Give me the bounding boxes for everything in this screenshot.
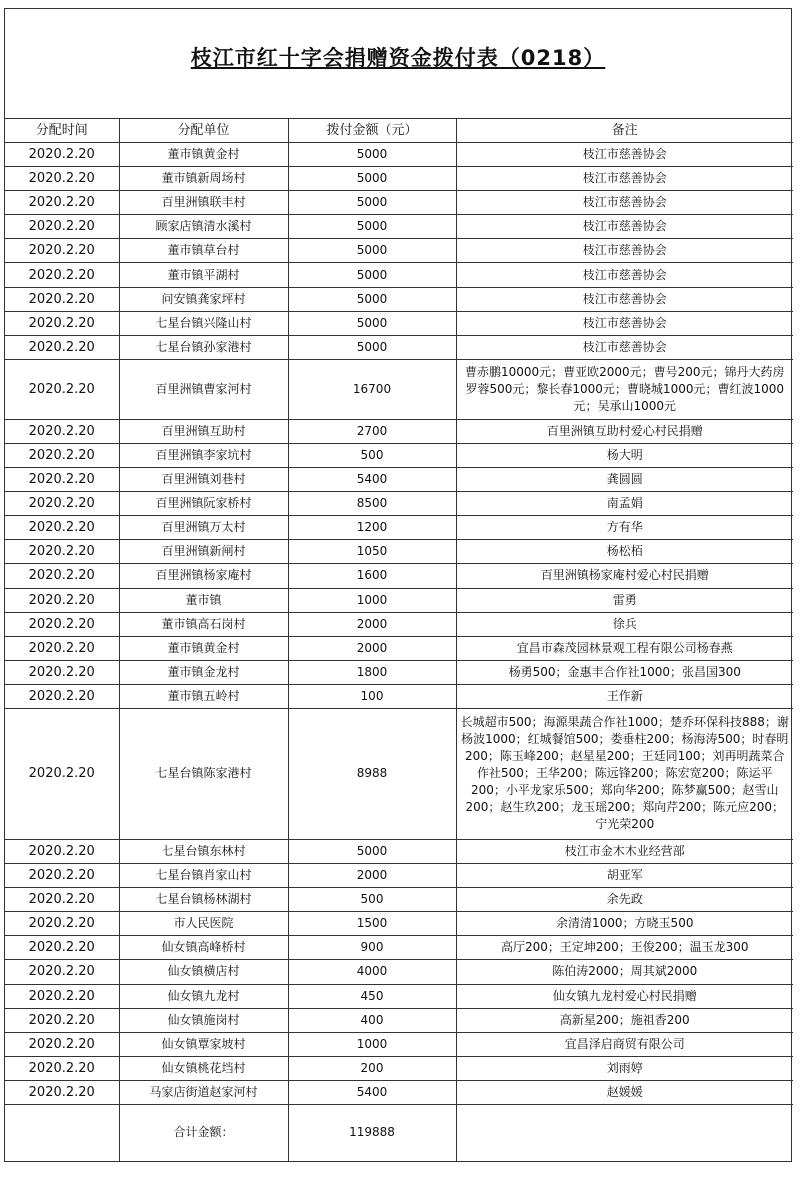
cell-amount: 400 (288, 1008, 456, 1032)
cell-date: 2020.2.20 (5, 912, 119, 936)
cell-note: 余清清1000；方晓玉500 (456, 912, 793, 936)
cell-date: 2020.2.20 (5, 492, 119, 516)
cell-amount: 100 (288, 684, 456, 708)
cell-amount: 5400 (288, 1080, 456, 1104)
table-row (5, 612, 793, 636)
title-area (5, 9, 791, 119)
cell-date: 2020.2.20 (5, 684, 119, 708)
table-row (5, 540, 793, 564)
cell-unit: 百里洲镇李家坑村 (119, 443, 288, 467)
cell-amount: 2700 (288, 419, 456, 443)
cell-unit: 百里洲镇互助村 (119, 419, 288, 443)
cell-date: 2020.2.20 (5, 1056, 119, 1080)
cell-note: 高厅200；王定坤200；王俊200；温玉龙300 (456, 936, 793, 960)
cell-note: 余先政 (456, 888, 793, 912)
cell-unit: 马家店街道赵家河村 (119, 1080, 288, 1104)
total-label: 合计金额： (119, 1105, 288, 1161)
cell-unit: 董市镇金龙村 (119, 660, 288, 684)
cell-unit: 七星台镇兴隆山村 (119, 311, 288, 335)
table-row (5, 1080, 793, 1104)
cell-unit: 仙女镇横店村 (119, 960, 288, 984)
cell-note: 枝江市金木木业经营部 (456, 839, 793, 863)
cell-unit: 市人民医院 (119, 912, 288, 936)
cell-amount: 5000 (288, 167, 456, 191)
cell-date: 2020.2.20 (5, 263, 119, 287)
cell-amount: 1600 (288, 564, 456, 588)
cell-date: 2020.2.20 (5, 1080, 119, 1104)
page-title: 枝江市红十字会捐赠资金拨付表（0218） (190, 45, 606, 70)
table-row (5, 636, 793, 660)
cell-date: 2020.2.20 (5, 960, 119, 984)
table-body (5, 143, 793, 1161)
total-amount: 119888 (288, 1105, 456, 1161)
cell-amount: 900 (288, 936, 456, 960)
cell-unit: 问安镇龚家坪村 (119, 287, 288, 311)
cell-amount: 5000 (288, 143, 456, 167)
cell-amount: 5000 (288, 287, 456, 311)
cell-date: 2020.2.20 (5, 335, 119, 359)
cell-amount: 1000 (288, 1032, 456, 1056)
cell-unit: 百里洲镇阮家桥村 (119, 492, 288, 516)
cell-date: 2020.2.20 (5, 984, 119, 1008)
cell-note: 枝江市慈善协会 (456, 287, 793, 311)
cell-amount: 500 (288, 888, 456, 912)
cell-unit: 仙女镇九龙村 (119, 984, 288, 1008)
table-row (5, 588, 793, 612)
cell-amount: 1050 (288, 540, 456, 564)
header-note: 备注 (456, 119, 793, 143)
cell-date: 2020.2.20 (5, 443, 119, 467)
cell-amount: 200 (288, 1056, 456, 1080)
cell-date: 2020.2.20 (5, 359, 119, 419)
cell-date: 2020.2.20 (5, 468, 119, 492)
cell-note: 枝江市慈善协会 (456, 311, 793, 335)
cell-amount: 5000 (288, 239, 456, 263)
table-row (5, 864, 793, 888)
cell-note: 南孟娟 (456, 492, 793, 516)
cell-amount: 2000 (288, 864, 456, 888)
table-row (5, 311, 793, 335)
cell-date: 2020.2.20 (5, 839, 119, 863)
cell-unit: 仙女镇桃花垱村 (119, 1056, 288, 1080)
cell-note: 仙女镇九龙村爱心村民捐赠 (456, 984, 793, 1008)
table-row (5, 215, 793, 239)
cell-note: 宜昌市森茂园林景观工程有限公司杨春燕 (456, 636, 793, 660)
table-row (5, 1032, 793, 1056)
cell-note: 枝江市慈善协会 (456, 167, 793, 191)
cell-date: 2020.2.20 (5, 588, 119, 612)
cell-note: 龚圆圆 (456, 468, 793, 492)
cell-note: 赵媛媛 (456, 1080, 793, 1104)
cell-note: 胡亚军 (456, 864, 793, 888)
total-row (5, 1105, 793, 1161)
cell-amount: 2000 (288, 612, 456, 636)
header-unit: 分配单位 (119, 119, 288, 143)
cell-unit: 七星台镇陈家港村 (119, 708, 288, 839)
cell-note: 长城超市500；海源果蔬合作社1000；楚乔环保科技888；谢杨波1000；红城餐馆500；娄垂柱200；杨海涛500；时春明200；陈玉峰200；赵星星200；王廷同100；刘再明蔬菜合作社500；王华200；陈远锋200；陈宏宽200；陈运平200；小平龙家乐500；郑向华200；陈梦赢500；赵雪山200；赵生玖200；龙玉瑶200；郑向芹200；陈元应200；宁光荣200 (456, 708, 793, 839)
cell-note: 杨勇500；金惠丰合作社1000；张昌国300 (456, 660, 793, 684)
table-row (5, 888, 793, 912)
cell-amount: 1000 (288, 588, 456, 612)
cell-amount: 5000 (288, 311, 456, 335)
cell-unit: 董市镇高石岗村 (119, 612, 288, 636)
cell-amount: 16700 (288, 359, 456, 419)
cell-unit: 百里洲镇杨家庵村 (119, 564, 288, 588)
cell-date: 2020.2.20 (5, 636, 119, 660)
cell-unit: 仙女镇覃家坡村 (119, 1032, 288, 1056)
cell-note: 高新星200；施祖香200 (456, 1008, 793, 1032)
cell-note: 王作新 (456, 684, 793, 708)
cell-unit: 七星台镇肖家山村 (119, 864, 288, 888)
cell-note: 刘雨婷 (456, 1056, 793, 1080)
cell-unit: 董市镇新周场村 (119, 167, 288, 191)
header-amount: 拨付金额（元） (288, 119, 456, 143)
table-row (5, 660, 793, 684)
cell-amount: 5000 (288, 263, 456, 287)
cell-unit: 七星台镇东林村 (119, 839, 288, 863)
table-row (5, 143, 793, 167)
cell-date: 2020.2.20 (5, 191, 119, 215)
cell-amount: 8988 (288, 708, 456, 839)
table-row (5, 984, 793, 1008)
cell-note: 杨大明 (456, 443, 793, 467)
cell-unit: 百里洲镇刘巷村 (119, 468, 288, 492)
cell-unit: 董市镇五岭村 (119, 684, 288, 708)
table-row (5, 359, 793, 419)
cell-date: 2020.2.20 (5, 239, 119, 263)
cell-unit: 董市镇草台村 (119, 239, 288, 263)
cell-date: 2020.2.20 (5, 660, 119, 684)
table-row (5, 239, 793, 263)
cell-date: 2020.2.20 (5, 311, 119, 335)
total-empty-cell (5, 1105, 119, 1161)
cell-amount: 1500 (288, 912, 456, 936)
cell-unit: 董市镇平湖村 (119, 263, 288, 287)
cell-note: 杨松栢 (456, 540, 793, 564)
cell-note: 枝江市慈善协会 (456, 215, 793, 239)
table-row (5, 1008, 793, 1032)
cell-note: 枝江市慈善协会 (456, 239, 793, 263)
table-row (5, 468, 793, 492)
cell-amount: 1800 (288, 660, 456, 684)
cell-date: 2020.2.20 (5, 143, 119, 167)
cell-unit: 七星台镇孙家港村 (119, 335, 288, 359)
cell-note: 曹赤鹏10000元；曹亚欧2000元；曹号200元；锦丹大药房罗蓉500元；黎长春1000元；曹晓城1000元；曹红波1000元；吴承山1000元 (456, 359, 793, 419)
table-row (5, 912, 793, 936)
cell-amount: 450 (288, 984, 456, 1008)
total-note-empty-cell (456, 1105, 793, 1161)
table-row (5, 516, 793, 540)
cell-date: 2020.2.20 (5, 540, 119, 564)
table-row (5, 335, 793, 359)
cell-amount: 5000 (288, 191, 456, 215)
cell-date: 2020.2.20 (5, 936, 119, 960)
table-row (5, 936, 793, 960)
cell-note: 百里洲镇杨家庵村爱心村民捐赠 (456, 564, 793, 588)
cell-amount: 500 (288, 443, 456, 467)
table-row (5, 191, 793, 215)
cell-amount: 2000 (288, 636, 456, 660)
cell-unit: 仙女镇高峰桥村 (119, 936, 288, 960)
cell-unit: 顾家店镇清水溪村 (119, 215, 288, 239)
table-row (5, 708, 793, 839)
cell-date: 2020.2.20 (5, 516, 119, 540)
cell-note: 枝江市慈善协会 (456, 143, 793, 167)
cell-note: 宜昌泽启商贸有限公司 (456, 1032, 793, 1056)
cell-note: 雷勇 (456, 588, 793, 612)
cell-note: 方有华 (456, 516, 793, 540)
cell-note: 枝江市慈善协会 (456, 263, 793, 287)
header-date: 分配时间 (5, 119, 119, 143)
cell-unit: 百里洲镇万太村 (119, 516, 288, 540)
table-row (5, 443, 793, 467)
table-row (5, 839, 793, 863)
allocation-sheet (4, 8, 792, 1162)
table-row (5, 263, 793, 287)
cell-note: 百里洲镇互助村爱心村民捐赠 (456, 419, 793, 443)
cell-date: 2020.2.20 (5, 612, 119, 636)
cell-amount: 8500 (288, 492, 456, 516)
cell-date: 2020.2.20 (5, 708, 119, 839)
cell-amount: 5000 (288, 215, 456, 239)
cell-date: 2020.2.20 (5, 287, 119, 311)
table-row (5, 492, 793, 516)
table-row (5, 167, 793, 191)
cell-unit: 董市镇黄金村 (119, 143, 288, 167)
cell-amount: 5000 (288, 839, 456, 863)
table-row (5, 419, 793, 443)
cell-amount: 5000 (288, 335, 456, 359)
cell-note: 徐兵 (456, 612, 793, 636)
table-row (5, 684, 793, 708)
cell-unit: 百里洲镇曹家河村 (119, 359, 288, 419)
cell-unit: 仙女镇施岗村 (119, 1008, 288, 1032)
allocation-table (5, 119, 793, 1161)
cell-unit: 董市镇 (119, 588, 288, 612)
cell-note: 陈伯涛2000；周其斌2000 (456, 960, 793, 984)
table-row (5, 564, 793, 588)
cell-note: 枝江市慈善协会 (456, 191, 793, 215)
table-row (5, 287, 793, 311)
cell-unit: 七星台镇杨林湖村 (119, 888, 288, 912)
cell-amount: 1200 (288, 516, 456, 540)
cell-date: 2020.2.20 (5, 564, 119, 588)
table-row (5, 960, 793, 984)
cell-amount: 5400 (288, 468, 456, 492)
table-header-row (5, 119, 793, 143)
cell-date: 2020.2.20 (5, 1032, 119, 1056)
cell-date: 2020.2.20 (5, 167, 119, 191)
cell-date: 2020.2.20 (5, 215, 119, 239)
cell-amount: 4000 (288, 960, 456, 984)
table-row (5, 1056, 793, 1080)
cell-note: 枝江市慈善协会 (456, 335, 793, 359)
cell-date: 2020.2.20 (5, 888, 119, 912)
cell-date: 2020.2.20 (5, 419, 119, 443)
cell-unit: 百里洲镇联丰村 (119, 191, 288, 215)
cell-date: 2020.2.20 (5, 1008, 119, 1032)
cell-unit: 百里洲镇新闸村 (119, 540, 288, 564)
cell-unit: 董市镇黄金村 (119, 636, 288, 660)
cell-date: 2020.2.20 (5, 864, 119, 888)
